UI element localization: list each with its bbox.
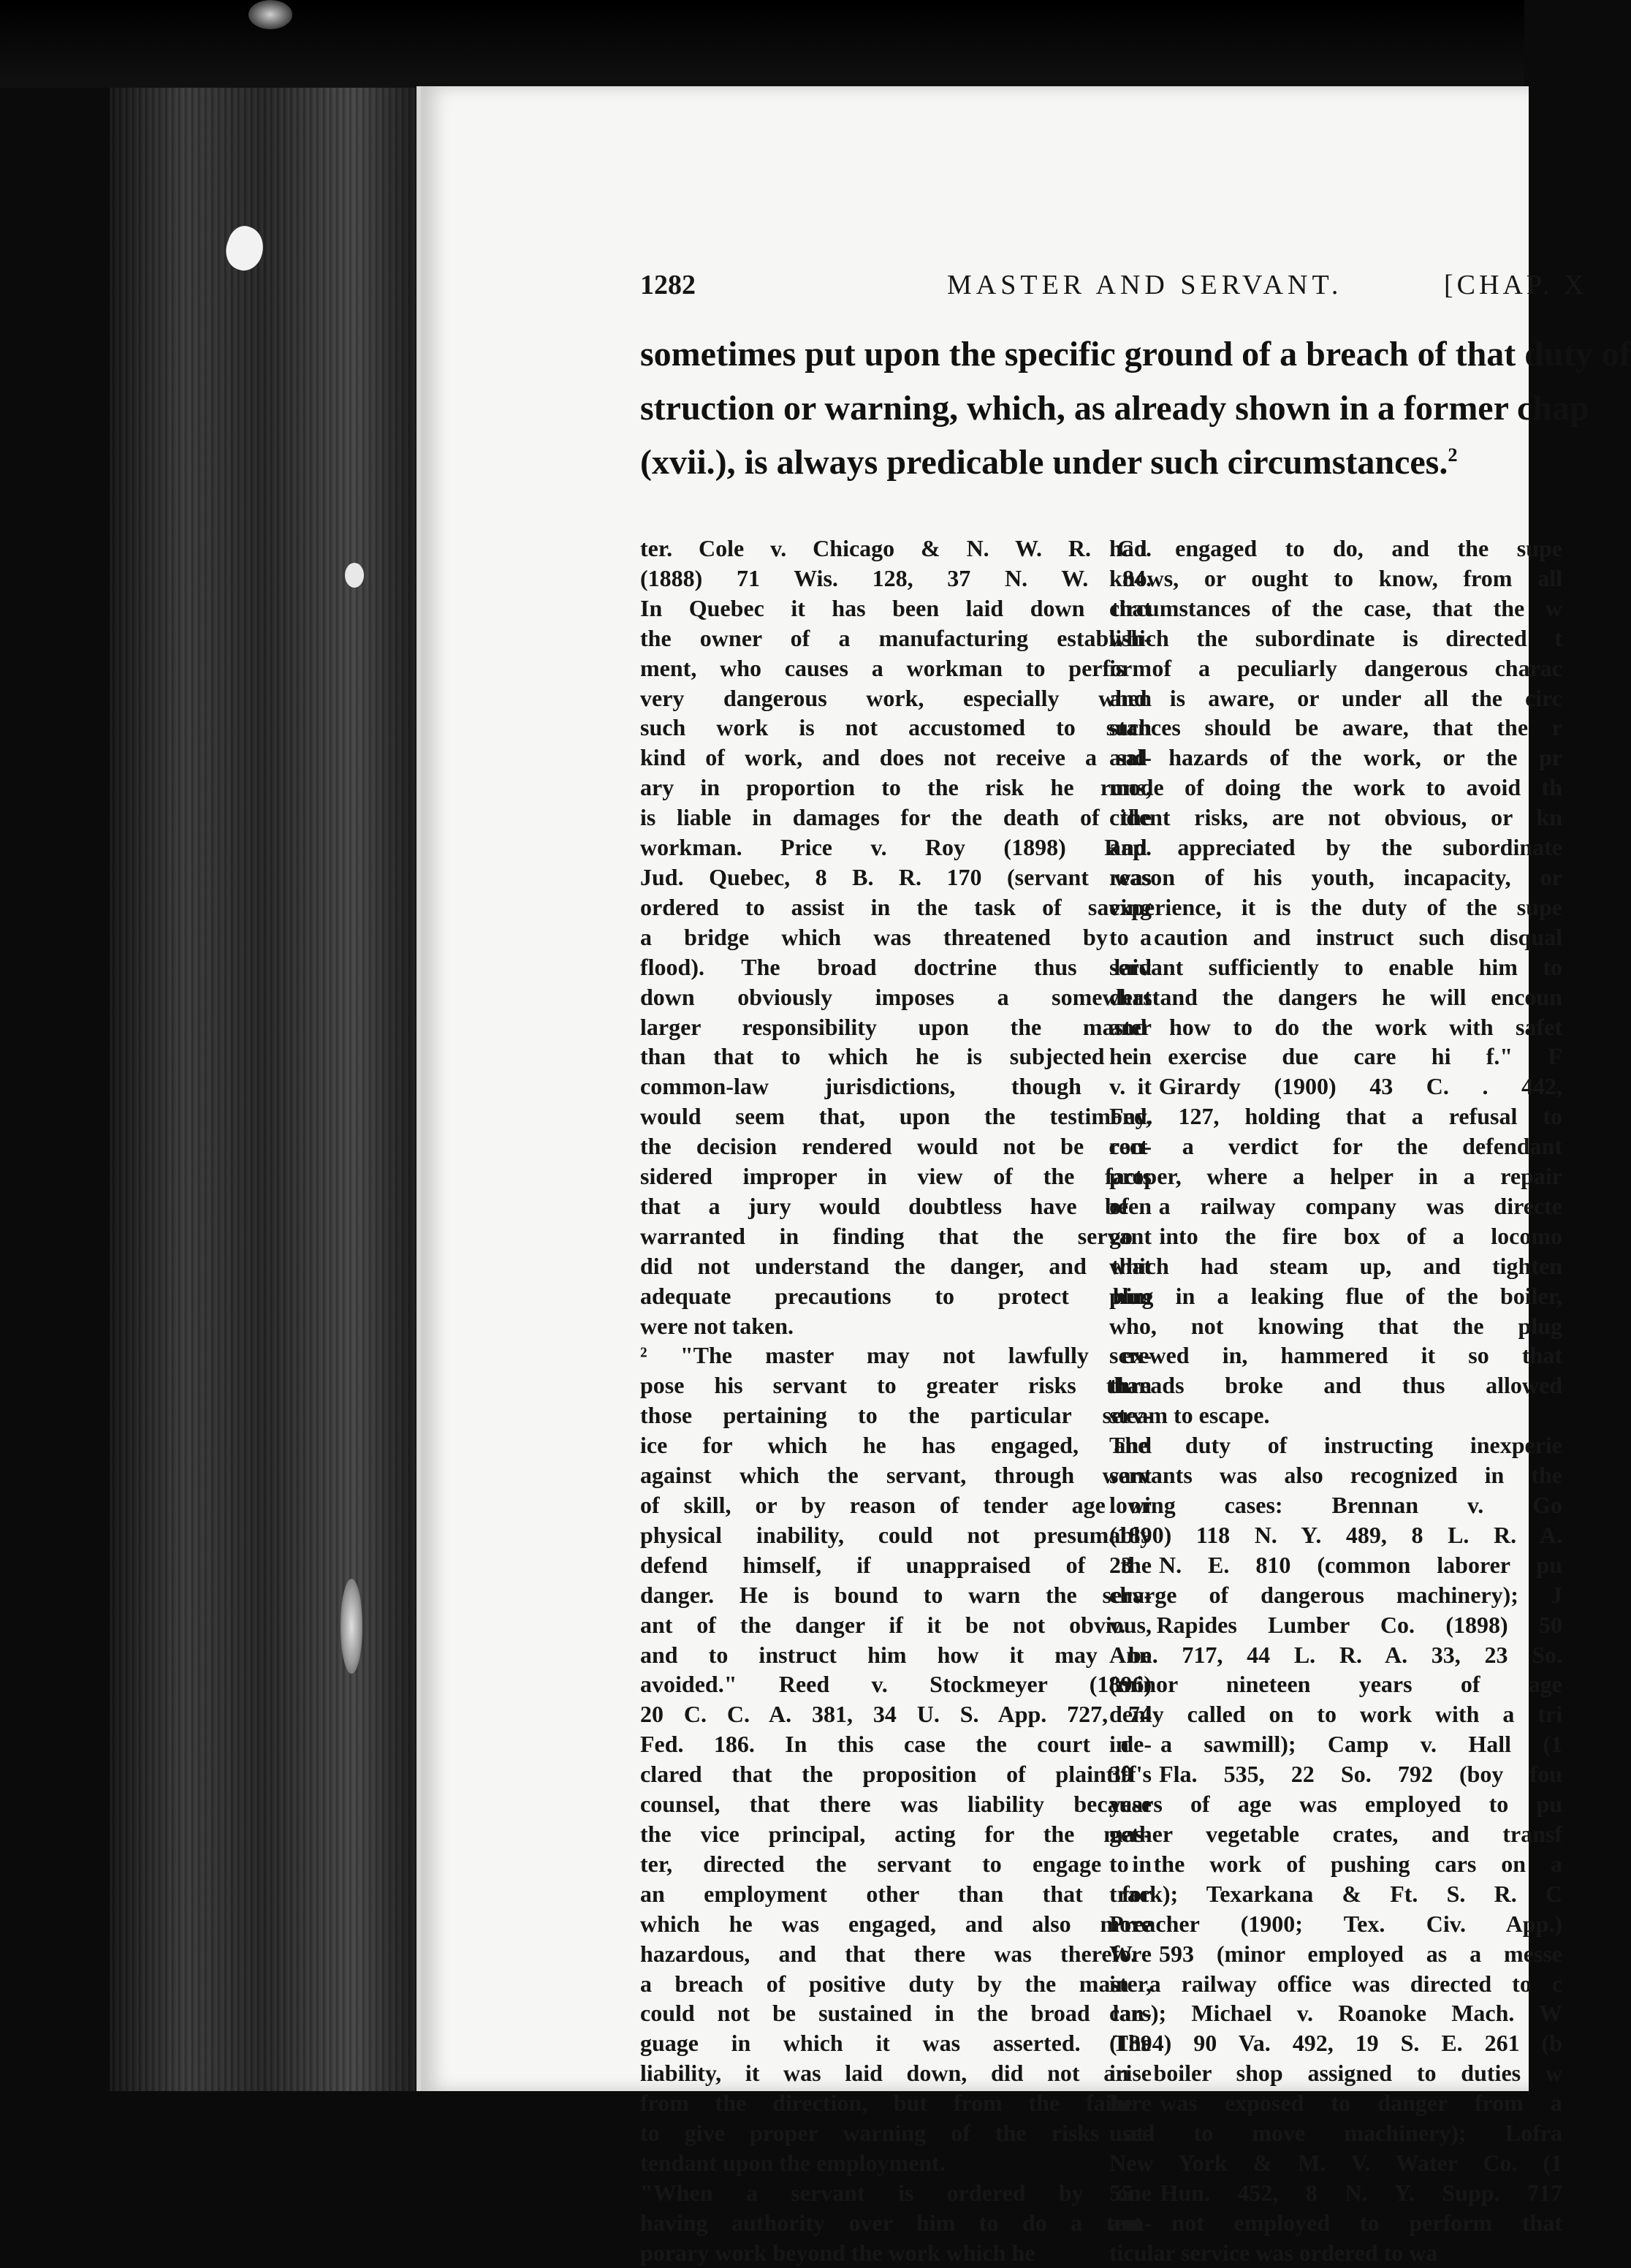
footnote-line: reason of his youth, incapacity, or [1109, 863, 1562, 890]
footnote-line: charge of dangerous machinery); J [1109, 1581, 1562, 1608]
footnote-line: having authority over him to do a tem- [640, 2209, 1152, 2236]
footnote-line: The duty of instructing inexperie [1109, 1432, 1562, 1459]
footnote-line: used to move machinery); Lofra [1109, 2120, 1562, 2147]
footnote-line: Fed. 127, holding that a refusal to [1109, 1103, 1562, 1130]
footnote-line: ice for which he has engaged, and [640, 1432, 1152, 1459]
chapter-reference: [CHAP. X [1444, 270, 1588, 300]
footnote-marker: 2 [1448, 444, 1458, 466]
footnote-line: 55 Hun. 452, 8 N. Y. Supp. 717 [1109, 2179, 1562, 2206]
footnote-line: (1890) 118 N. Y. 489, 8 L. R. A. [1109, 1521, 1562, 1548]
footnote-line: danger. He is bound to warn the serv- [640, 1581, 1152, 1608]
footnote-line: had engaged to do, and the supe [1109, 535, 1562, 561]
footnote-line: rect a verdict for the defendant [1109, 1133, 1562, 1160]
footnote-line: track); Texarkana & Ft. S. R. C [1109, 1880, 1562, 1907]
page-number: 1282 [640, 270, 696, 300]
footnote-line: New York & M. V. Water Co. (1 [1109, 2149, 1562, 2176]
footnote-line: cident risks, are not obvious, or kn [1109, 804, 1562, 831]
book-binding-edge [110, 88, 417, 2091]
footnote-line: liability, it was laid down, did not arise [640, 2060, 1152, 2087]
footnote-line: could not be sustained in the broad lan- [640, 2000, 1152, 2027]
footnote-line: v. Rapides Lumber Co. (1898) 50 [1109, 1611, 1562, 1638]
main-text [640, 327, 1631, 490]
footnote-line: (minor nineteen years of age [1109, 1671, 1562, 1698]
footnote-line: ary in proportion to the risk he runs, [640, 774, 1152, 801]
scan-blot [345, 563, 364, 588]
footnote-line: Jud. Quebec, 8 B. R. 170 (servant was [640, 863, 1152, 890]
footnote-line: Fed. 186. In this case the court de- [640, 1731, 1152, 1758]
footnote-line: sidered improper in view of the facts [640, 1163, 1152, 1190]
footnote-line: denly called on to work with a tri [1109, 1701, 1562, 1728]
footnote-line: which he was engaged, and also more [640, 1910, 1152, 1937]
main-text-line: sometimes put upon the specific ground of a breach of that duty of [640, 335, 1631, 373]
footnote-line: and to instruct him how it may be [640, 1641, 1152, 1668]
footnote-line: to caution and instruct such disqual [1109, 923, 1562, 950]
footnote-line: W. 593 (minor employed as a messe [1109, 1940, 1562, 1967]
footnote-line: knows, or ought to know, from all [1109, 564, 1562, 591]
footnote-line: avoided." Reed v. Stockmeyer (1896) [640, 1671, 1152, 1698]
footnote-line: (1894) 90 Va. 492, 19 S. E. 261 (b [1109, 2030, 1562, 2057]
footnote-line: ant not employed to perform that [1109, 2209, 1562, 2236]
footnote-line: "When a servant is ordered by one [640, 2179, 1152, 2206]
footnote-line: 20 C. C. A. 381, 34 U. S. App. 727, 74 [640, 1701, 1152, 1728]
footnote-line: ² "The master may not lawfully ex- [640, 1342, 1152, 1369]
footnote-line: in boiler shop assigned to duties w [1109, 2060, 1562, 2087]
footnote-line: who, not knowing that the plug [1109, 1312, 1562, 1339]
footnote-line: v. Girardy (1900) 43 C. . 442, [1109, 1073, 1562, 1100]
footnote-line: were not taken. [640, 1312, 794, 1339]
footnote-column-left [640, 534, 1152, 2268]
main-text-line: struction or warning, which, as already shown in a former chap [640, 389, 1589, 428]
footnote-line: those pertaining to the particular serv- [640, 1402, 1152, 1429]
footnote-line: ordered to assist in the task of saving [640, 893, 1152, 920]
main-text-line [640, 436, 1590, 490]
footnote-line: he exercise due care hi f." F [1109, 1043, 1562, 1070]
scan-glare [341, 1579, 362, 1674]
footnote-line: which the subordinate is directed t [1109, 624, 1562, 651]
book-page [417, 86, 1631, 2266]
footnote-column-right [1109, 534, 1562, 2268]
footnote-line: steam to escape. [1109, 1402, 1270, 1429]
footnote-line: warranted in finding that the servant [640, 1222, 1152, 1249]
footnote-line: such work is not accustomed to such [640, 714, 1152, 741]
footnote-line: is liable in damages for the death of the [640, 804, 1152, 831]
footnote-line: go into the fire box of a locomo [1109, 1222, 1562, 1249]
footnote-line: servant sufficiently to enable him to [1109, 953, 1562, 980]
footnote-line: the decision rendered would not be con- [640, 1133, 1152, 1160]
footnote-line: defend himself, if unappraised of the [640, 1551, 1152, 1578]
footnote-line: to give proper warning of the risks at- [640, 2120, 1152, 2147]
footnote-line: in a railway office was directed to c [1109, 1970, 1562, 1997]
footnote-line: mode of doing the work to avoid th [1109, 774, 1562, 801]
footnote-line: very dangerous work, especially when [640, 684, 1152, 711]
footnote-line: lowing cases: Brennan v. Go [1109, 1492, 1562, 1518]
footnote-line: clared that the proposition of plaintiff's [640, 1761, 1152, 1788]
footnote-line: pose his servant to greater risks than [640, 1372, 1152, 1399]
footnote-line: Preacher (1900; Tex. Civ. App.) [1109, 1910, 1562, 1937]
footnote-line: the vice principal, acting for the mas- [640, 1820, 1152, 1847]
footnote-line: (1888) 71 Wis. 128, 37 N. W. 84. [640, 564, 1152, 591]
footnote-line: screwed in, hammered it so that [1109, 1342, 1562, 1369]
footnote-line: and appreciated by the subordinate [1109, 834, 1562, 861]
footnote-line: workman. Price v. Roy (1898) Rap. [640, 834, 1152, 861]
footnote-line: to the work of pushing cars on a [1109, 1850, 1562, 1877]
footnote-line: plug in a leaking flue of the boiler, [1109, 1282, 1562, 1309]
footnote-line: years of age was employed to pu [1109, 1791, 1562, 1818]
footnote-line: circumstances of the case, that the w [1109, 594, 1562, 621]
footnote-line: threads broke and thus allowed [1109, 1372, 1562, 1399]
footnote-line: ant of the danger if it be not obvious, [640, 1611, 1152, 1638]
footnote-line: of skill, or by reason of tender age or [640, 1492, 1152, 1518]
footnote-line: tendant upon the employment. [640, 2149, 946, 2176]
footnote-line: than that to which he is subjected in [640, 1043, 1152, 1070]
footnote-line: 23 N. E. 810 (common laborer pu [1109, 1551, 1562, 1578]
footnote-line: counsel, that there was liability because [640, 1791, 1152, 1818]
footnote-line: and how to do the work with safet [1109, 1013, 1562, 1040]
footnote-line: of a railway company was directe [1109, 1192, 1562, 1219]
footnote-line: In Quebec it has been laid down that [640, 594, 1152, 621]
footnote-line: derstand the dangers he will encoun [1109, 983, 1562, 1010]
footnote-line: ter, directed the servant to engage in [640, 1850, 1152, 1877]
footnote-line: ter. Cole v. Chicago & N. W. R. Co. [640, 535, 1152, 561]
footnote-line: that a jury would doubtless have been [640, 1192, 1152, 1219]
footnote-line: and hazards of the work, or the pr [1109, 744, 1562, 771]
footnote-line: down obviously imposes a somewhat [640, 983, 1152, 1010]
footnote-line: stances should be aware, that the r [1109, 714, 1562, 741]
footnote-line: against which the servant, through want [640, 1462, 1152, 1489]
footnote-line: ticular service was ordered to wa [1109, 2239, 1438, 2266]
scan-dark-margin [0, 0, 1524, 88]
footnote-line: servants was also recognized in the [1109, 1462, 1562, 1489]
footnote-line: experience, it is the duty of the supe [1109, 893, 1562, 920]
footnote-line: flood). The broad doctrine thus laid [640, 953, 1152, 980]
footnote-line: from the direction, but from the failure [640, 2090, 1152, 2117]
footnote-line: physical inability, could not presumably [640, 1521, 1152, 1548]
running-title: MASTER AND SERVANT. [947, 270, 1343, 300]
footnote-line: Ann. 717, 44 L. R. A. 33, 23 So. [1109, 1641, 1562, 1668]
footnote-line: ment, who causes a workman to perform [640, 654, 1152, 681]
footnote-line: is of a peculiarly dangerous charac [1109, 654, 1562, 681]
footnote-line: a breach of positive duty by the master, [640, 1970, 1152, 1997]
footnote-line: larger responsibility upon the master [640, 1013, 1152, 1040]
footnote-line: porary work beyond the work which he [640, 2239, 1035, 2266]
footnote-line: did not understand the danger, and that [640, 1252, 1152, 1279]
footnote-line: an employment other than that for [640, 1880, 1152, 1907]
footnote-line: adequate precautions to protect him [640, 1282, 1152, 1309]
footnote-line: kind of work, and does not receive a sal- [640, 744, 1152, 771]
footnote-line: proper, where a helper in a repair [1109, 1163, 1562, 1190]
footnote-line: hazardous, and that there was therefore [640, 1940, 1152, 1967]
footnote-line: in a sawmill); Camp v. Hall (1 [1109, 1731, 1562, 1758]
scan-speck [248, 0, 292, 29]
footnote-line: cars); Michael v. Roanoke Mach. W [1109, 2000, 1562, 2027]
footnote-line: would seem that, upon the testimony, [640, 1103, 1152, 1130]
footnote-line: a bridge which was threatened by a [640, 923, 1152, 950]
footnote-line: gether vegetable crates, and transf [1109, 1820, 1562, 1847]
footnote-line: he was exposed to danger from a [1109, 2090, 1562, 2117]
footnote-line: guage in which it was asserted. The [640, 2030, 1152, 2057]
footnote-line: and is aware, or under all the circ [1109, 684, 1562, 711]
main-text-line-content: (xvii.), is always predicable under such circumstances. [640, 443, 1448, 482]
footnote-line: the owner of a manufacturing establish- [640, 624, 1152, 651]
footnote-line: which had steam up, and tighten [1109, 1252, 1562, 1279]
footnote-line: common-law jurisdictions, though it [640, 1073, 1152, 1100]
footnote-line: 39 Fla. 535, 22 So. 792 (boy fou [1109, 1761, 1562, 1788]
